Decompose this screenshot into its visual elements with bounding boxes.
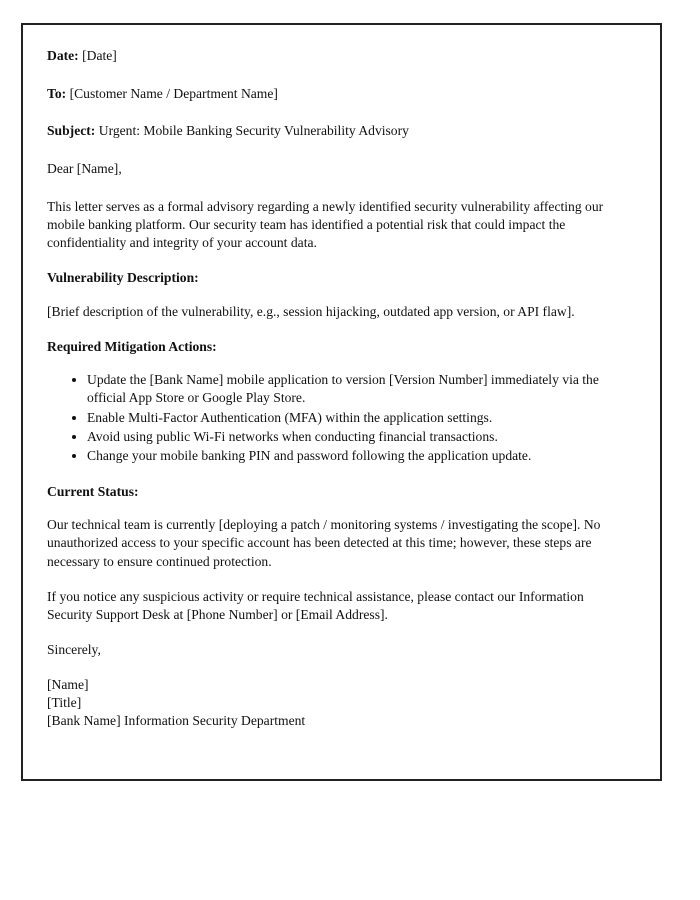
field-to-value: [Customer Name / Department Name] xyxy=(69,85,278,101)
field-date-value: [Date] xyxy=(82,48,117,63)
mitigation-actions-list xyxy=(47,371,626,464)
contact-paragraph: If you notice any suspicious activity or require technical assistance, please contact our Information Security Support Desk at [Phone Number] or [Email Address]. xyxy=(47,588,584,622)
signature-name: [Name] xyxy=(47,677,89,693)
signature-block xyxy=(47,676,626,730)
field-to-label: To: xyxy=(47,85,67,101)
field-subject-value: Urgent: Mobile Banking Security Vulnerability Advisory xyxy=(98,123,409,139)
list-item: • Enable Multi-Factor Authentication (MFA) within the application settings. xyxy=(87,409,626,427)
field-date-label: Date: xyxy=(47,48,79,63)
field-subject-label: Subject: xyxy=(47,123,96,139)
sign-off: Sincerely, xyxy=(47,641,101,657)
intro-paragraph: This letter serves as a formal advisory regarding a newly identified security vulnerability affecting our mobile banking platform. Our security team has identified a potential risk that could impact the confidentiality and integrity of your account data. xyxy=(47,198,604,250)
salutation: Dear [Name], xyxy=(47,161,122,177)
signature-department: [Bank Name] Information Security Department xyxy=(47,713,306,729)
heading-vulnerability-description: Vulnerability Description: xyxy=(47,269,199,285)
list-item: • Change your mobile banking PIN and password following the application update. xyxy=(87,447,626,465)
current-status-paragraph: Our technical team is currently [deploying a patch / monitoring systems / investigating the scope]. No unauthorized access to your specific account has been detected at this time; however, these steps are necessary to ensure continued protection. xyxy=(47,517,601,569)
letter-content xyxy=(23,25,660,740)
field-subject xyxy=(47,122,626,140)
field-to xyxy=(47,85,626,103)
list-item: • Avoid using public Wi-Fi networks when conducting financial transactions. xyxy=(87,428,626,446)
vulnerability-description-paragraph: [Brief description of the vulnerability, e.g., session hijacking, outdated app version, or API flaw]. xyxy=(47,303,575,319)
letter-border-frame xyxy=(21,23,662,781)
field-date xyxy=(47,47,626,65)
heading-current-status: Current Status: xyxy=(47,483,139,499)
list-item: • Update the [Bank Name] mobile application to version [Version Number] immediately via the official App Store or Google Play Store. xyxy=(87,371,626,407)
signature-title: [Title] xyxy=(47,695,82,711)
heading-required-mitigation-actions: Required Mitigation Actions: xyxy=(47,338,217,354)
